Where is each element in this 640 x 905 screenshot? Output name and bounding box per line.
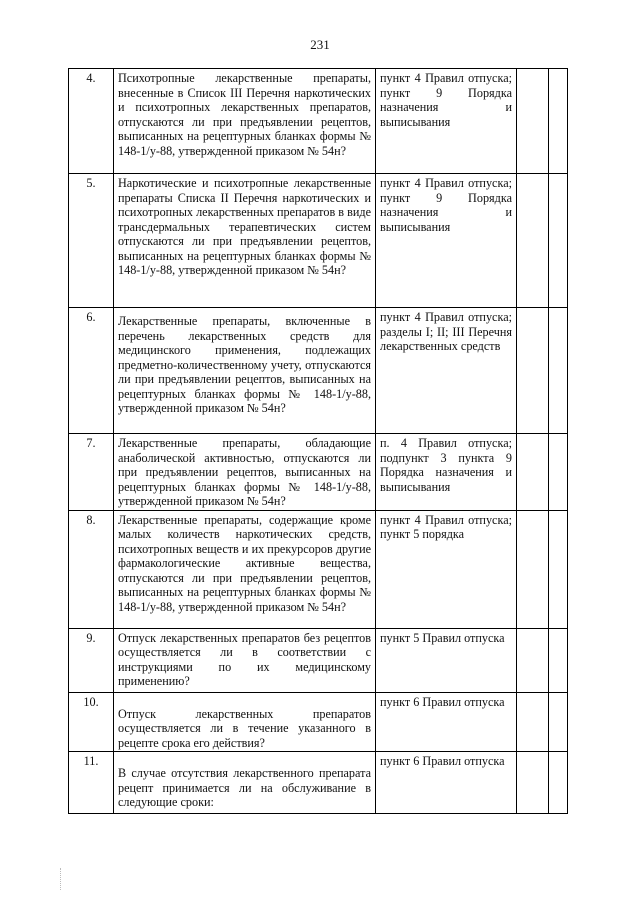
answer-cell-no[interactable] [549, 510, 568, 628]
legal-basis: пункт 4 Правил отпуска; пункт 5 порядка [376, 510, 517, 628]
row-number: 4. [69, 69, 114, 174]
answer-cell-no[interactable] [549, 308, 568, 434]
requirement-question: Лекарственные препараты, включенные в перечень лекарственных средств для медицинского применения, подлежащих предметно-количественному учету, отпускаются ли при предъявлении рецептов, выписанных на рецептурных бланках формы № 148-1/у-88, утвержденной приказом № 54н? [114, 308, 376, 434]
legal-basis: п. 4 Правил отпуска; подпункт 3 пункта 9 Порядка назначения и выписывания [376, 434, 517, 511]
answer-cell-no[interactable] [549, 628, 568, 692]
answer-cell-no[interactable] [549, 752, 568, 814]
row-number: 6. [69, 308, 114, 434]
table-row [69, 174, 568, 308]
requirement-question: Лекарственные препараты, обладающие анаболической активностью, отпускаются ли при предъявлении рецептов, выписанных на рецептурных бланках формы № 148-1/у-88, утвержденной приказом № 54н? [114, 434, 376, 511]
scan-artifact [60, 868, 64, 890]
table-row [69, 628, 568, 692]
answer-cell-yes[interactable] [517, 692, 549, 752]
answer-cell-yes[interactable] [517, 69, 549, 174]
row-number: 8. [69, 510, 114, 628]
answer-cell-yes[interactable] [517, 434, 549, 511]
answer-cell-yes[interactable] [517, 628, 549, 692]
table-row [69, 308, 568, 434]
answer-cell-no[interactable] [549, 434, 568, 511]
legal-basis: пункт 5 Правил отпуска [376, 628, 517, 692]
answer-cell-no[interactable] [549, 174, 568, 308]
requirement-question: Отпуск лекарственных препаратов без рецептов осуществляется ли в соответствии с инструкциями по их медицинскому применению? [114, 628, 376, 692]
row-number: 9. [69, 628, 114, 692]
table-row [69, 69, 568, 174]
table-row [69, 434, 568, 511]
requirement-question: Наркотические и психотропные лекарственные препараты Списка II Перечня наркотических и психотропных лекарственных препаратов в виде трансдермальных терапевтических систем отпускаются ли при предъявлении рецептов, выписанных на рецептурных бланках формы № 148-1/у-88, утвержденной приказом № 54н? [114, 174, 376, 308]
answer-cell-no[interactable] [549, 69, 568, 174]
legal-basis: пункт 6 Правил отпуска [376, 752, 517, 814]
row-number: 7. [69, 434, 114, 511]
requirement-question: Отпуск лекарственных препаратов осуществляется ли в течение указанного в рецепте срока его действия? [114, 692, 376, 752]
requirement-question: В случае отсутствия лекарственного препарата рецепт принимается ли на обслуживание в следующие сроки: [114, 752, 376, 814]
row-number: 11. [69, 752, 114, 814]
legal-basis: пункт 4 Правил отпуска; пункт 9 Порядка назначения и выписывания [376, 174, 517, 308]
table-row [69, 510, 568, 628]
row-number: 10. [69, 692, 114, 752]
requirement-question: Лекарственные препараты, содержащие кроме малых количеств наркотических средств, психотропных веществ и их прекурсоров другие фармакологические активные вещества, отпускаются ли при предъявлении рецептов, выписанных на рецептурных бланках формы № 148-1/у-88, утвержденной приказом № 54н? [114, 510, 376, 628]
legal-basis: пункт 4 Правил отпуска; пункт 9 Порядка назначения и выписывания [376, 69, 517, 174]
legal-basis: пункт 6 Правил отпуска [376, 692, 517, 752]
answer-cell-yes[interactable] [517, 752, 549, 814]
row-number: 5. [69, 174, 114, 308]
table-row [69, 692, 568, 752]
requirement-question: Психотропные лекарственные препараты, внесенные в Список III Перечня наркотических и психотропных лекарственных препаратов, отпускаются ли при предъявлении рецептов, выписанных на рецептурных бланках формы № 148-1/у-88, утвержденной приказом № 54н? [114, 69, 376, 174]
table-row [69, 752, 568, 814]
page-number: 231 [310, 37, 330, 52]
requirements-table [68, 68, 568, 814]
answer-cell-yes[interactable] [517, 174, 549, 308]
answer-cell-yes[interactable] [517, 308, 549, 434]
answer-cell-no[interactable] [549, 692, 568, 752]
legal-basis: пункт 4 Правил отпуска; разделы I; II; III Перечня лекарственных средств [376, 308, 517, 434]
answer-cell-yes[interactable] [517, 510, 549, 628]
